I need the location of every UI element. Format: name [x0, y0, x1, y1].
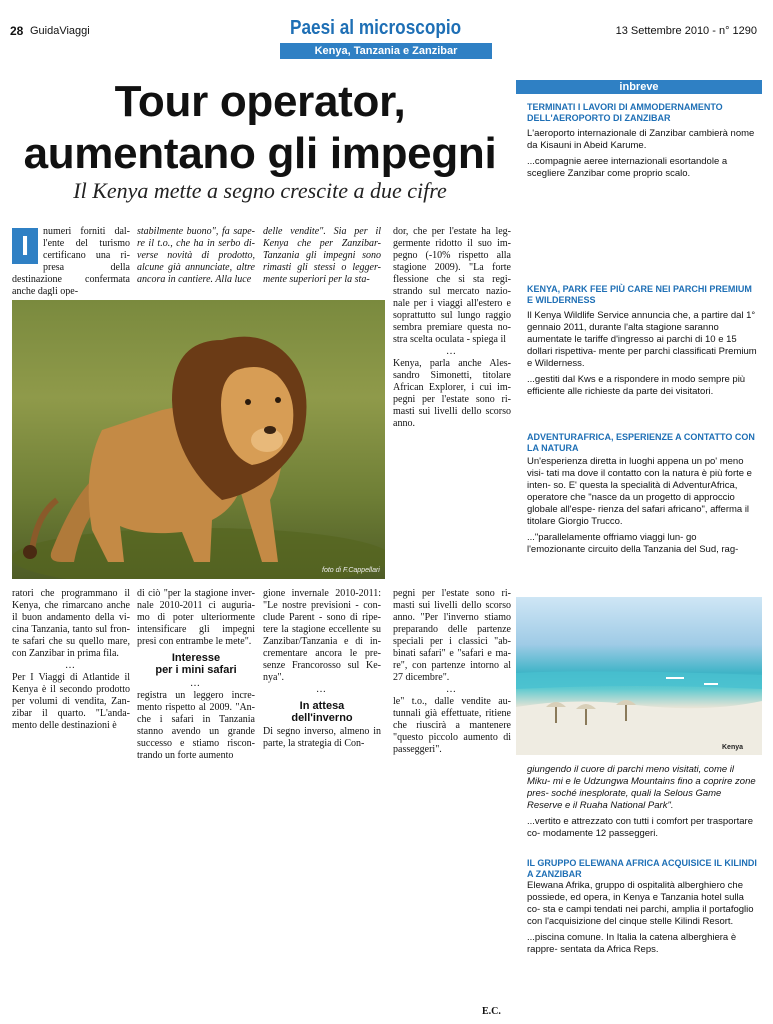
low3-end: Di segno inverso, almeno in parte, la strategia di Con- — [263, 726, 381, 749]
sidebar-heading-3: ADVENTURAFRICA, ESPERIENZE A CONTATTO CON LA NATURA — [527, 432, 755, 453]
subhead-attesa-1: In attesa — [299, 700, 345, 712]
sidebar-text-3-caption — [527, 764, 757, 870]
sidebar-text-1-start: L'aeroporto internazionale di Zanzibar cambierà nome da Kisauni in Abeid Karume. — [527, 128, 755, 151]
low3-omission: … — [316, 684, 328, 695]
drop-cap: I — [12, 228, 38, 264]
beach-illustration — [516, 597, 762, 755]
sidebar-text-2-start: Il Kenya Wildlife Service annuncia che, a partire dal 1° gennaio 2011, durante l'alta stagione saranno aumentate le tariffe d'ingresso ai parchi di 10 e 15 dollari rispettiva- mente per parchi classificati Premium e Wilderness. — [527, 310, 757, 369]
subhead-interesse-2: per i mini safari — [155, 664, 237, 676]
subsection-bar: Kenya, Tanzania e Zanzibar — [280, 43, 492, 59]
body-column-6 — [137, 588, 255, 1016]
col2-intro: stabilmente buono", fa sape- re il t.o., che ha in serbo di- verse novità di prodotto, alcune già annunciate, altre ancora in cantiere. Alla luce — [137, 226, 255, 285]
sidebar-heading-2: KENYA, PARK FEE PIÙ CARE NEI PARCHI PREMIUM E WILDERNESS — [527, 284, 752, 305]
sidebar-text-4 — [527, 880, 757, 1016]
sidebar-text-1 — [527, 128, 757, 278]
low4-start: pegni per l'estate sono ri- masti sui livelli dello scorso anno. "Per l'inverno stiamo preparando delle partenze speciali per i classici "ab- binati safari" e "safari e ma- re", con partenze intorno al 27 dicembre". — [393, 588, 511, 683]
low4-omission: … — [446, 684, 458, 695]
sidebar-text-1-end: ...compagnie aeree internazionali esortandole a scegliere Zanzibar come proprio scalo. — [527, 156, 728, 179]
headline-line-2: aumentano gli impegni — [23, 129, 497, 178]
body-column-2 — [137, 226, 255, 296]
col4-omission: … — [446, 346, 458, 357]
col1-intro: numeri forniti dal- l'ente del turismo certificano una ri- presa della destinazione confermata anche dagli ope- — [12, 226, 130, 296]
author-signature: E.C. — [482, 1006, 501, 1017]
low2-omission: … — [190, 678, 202, 689]
sidebar-text-2-end: ...gestiti dal Kws e a rispondere in modo sempre più efficiente alle richieste da parte dei visitatori. — [527, 374, 746, 397]
subhead-attesa — [263, 700, 381, 724]
sidebar-caption-start: giungendo il cuore di parchi meno visitati, come il Miku- mi e le Udzungwa Mountains fino a coprire zone pres- soché inesplorate, quali la Selous Game Reserve e il Ruaha National Park". — [527, 764, 756, 811]
sidebar-text-4-start: Elewana Afrika, gruppo di ospitalità alberghiero che possiede, ed opera, in Kenya e Tanzania hotel sulla co- sta e campi tendati nei parchi, amplia il portafoglio con l'acquisizione del cinque stelle Kilindi Resort. — [527, 880, 754, 927]
body-column-7 — [263, 588, 381, 1016]
low4-end: le" t.o., dalle vendite au- tunnali già effettuate, ritiene che riuscirà a mantenere "questo piccolo aumento di passeggeri". — [393, 696, 511, 755]
body-column-1 — [12, 226, 130, 296]
low2-end: registra un leggero incre- mento rispetto al 2009. "An- che i safari in Tanzania stanno avendo un grande successo e stiamo riscon- trando un forte aumento — [137, 690, 255, 761]
col4-end: Kenya, parla anche Ales- sandro Simonetti, titolare African Explorer, i cui im- pegni per l'estate sono ri- masti sui livelli dello scorso anno. — [393, 358, 511, 429]
sidebar-text-3-start: Un'esperienza diretta in luoghi appena un po' meno visi- tati ma dove il contatto con la natura è più forte e inten- so. E' questa la specialità di AdventurAfrica, operatore che "nasce da un progetto di approccio globale all'espe- rienza del safari africano", afferma il titolare Giorgio Trucco. — [527, 456, 752, 527]
subhead-interesse — [137, 652, 255, 676]
subhead-attesa-2: dell'inverno — [291, 712, 353, 724]
headline — [12, 76, 508, 180]
beach-photo — [516, 597, 762, 755]
low3-start: gione invernale 2010-2011: "Le nostre previsioni - con- clude Parent - sono di ripe- tere la stagione eccellente su Zanzibar/Tanzania e di in- crementare ancora le pre- senze Francorosso sul Ke- nya". — [263, 588, 381, 683]
low2-start: di ciò "per la stagione inver- nale 2010-2011 ci auguria- mo di poter ulteriormente intensificare gli impegni presi con entrambe le mete". — [137, 588, 255, 647]
sidebar-text-4-end: ...piscina comune. In Italia la catena alberghiera è rappre- sentata da Africa Reps. — [527, 932, 737, 955]
low1-end: Per I Viaggi di Atlantide il Kenya è il secondo prodotto per volumi di vendita, Zan- zibar il quarto. "L'anda- mento delle destinazioni è — [12, 672, 130, 731]
publication-name: GuidaViaggi — [30, 25, 90, 37]
headline-line-1: Tour operator, — [114, 77, 406, 126]
issue-date: 13 Settembre 2010 - n° 1290 — [615, 25, 757, 37]
subhead-interesse-1: Interesse — [171, 652, 221, 664]
col3-intro: delle vendite". Sia per il Kenya che per Zanzibar- Tanzania gli impegni sono rimasti gli stessi o legger- mente superiori per la sta- — [263, 226, 381, 285]
body-column-3 — [263, 226, 381, 296]
subtitle: Il Kenya mette a segno crescite a due cifre — [73, 178, 447, 203]
col4-start: dor, che per l'estate ha leg- germente ridotto il suo im- pegno (-10% rispetto alla stagione 2009). "La forte flessione che si sta regi- strando sul mercato nazio- nale per i viaggi all'estero e soprattutto sul lungo raggio sembra premiare questa no- stra scelta oculata - spiega il — [393, 226, 511, 345]
body-column-8 — [393, 588, 511, 1008]
photo-credit: foto di F.Cappellari — [322, 567, 380, 574]
sidebar-title: inbreve — [516, 80, 762, 94]
low1-omission: … — [65, 660, 77, 671]
sidebar-text-2 — [527, 310, 757, 430]
beach-photo-label: Kenya — [722, 744, 744, 751]
page-number: 28 — [10, 24, 24, 38]
body-column-5 — [12, 588, 130, 1016]
sidebar-heading-4: IL GRUPPO ELEWANA AFRICA ACQUISICE IL KILINDI A ZANZIBAR — [527, 858, 757, 879]
sidebar-caption-end: ...vertito e attrezzato con tutti i comfort per trasportare co- modamente 12 passeggeri. — [527, 816, 753, 839]
section-title: Paesi al microscopio — [290, 17, 462, 39]
low1-start: ratori che programmano il Kenya, che rimarcano anche il buon andamento della vi- cina Tanzania, tanto sul fron- te safari che su quello mare, con Zanzibar in prima fila. — [12, 588, 130, 659]
lion-photo — [12, 300, 385, 579]
sidebar-heading-1: TERMINATI I LAVORI DI AMMODERNAMENTO DELL'AEROPORTO DI ZANZIBAR — [527, 102, 723, 123]
sidebar-text-3-end: ..."parallelamente offriamo viaggi lun- go l'emozionante circuito della Tanzania del Sud, rag- — [527, 532, 739, 555]
sidebar-text-3 — [527, 456, 757, 594]
lion-illustration — [12, 300, 385, 579]
body-column-4 — [393, 226, 511, 594]
